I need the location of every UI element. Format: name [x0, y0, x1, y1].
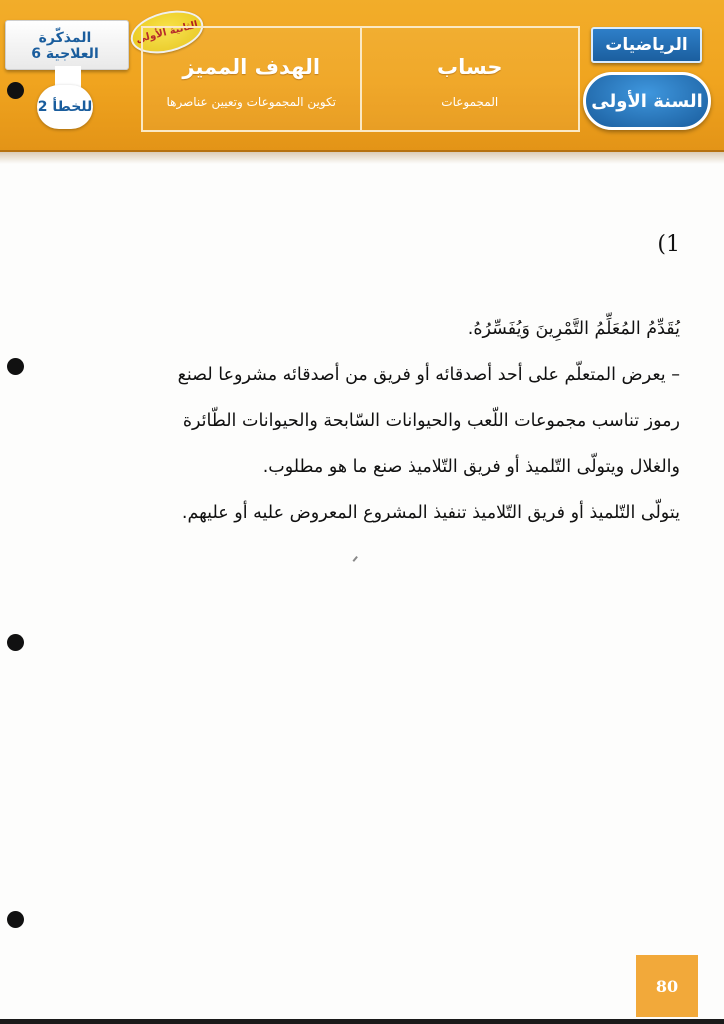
binder-hole: [7, 634, 24, 651]
goal-title: الهدف المميز: [182, 55, 321, 79]
exercise-text: [30, 306, 680, 536]
memo-label: المذكّرة العلاجية 6: [31, 30, 99, 62]
binder-hole: [7, 911, 24, 928]
exercise-number: (1: [657, 232, 680, 257]
scan-edge: [0, 1019, 724, 1024]
domain-subtitle: المجموعات: [441, 95, 499, 109]
subject-badge: الرياضيات: [591, 27, 702, 63]
goal-cell: [143, 28, 362, 130]
exercise-line: يتولّى التّلميذ أو فريق التّلاميذ تنفيذ المشروع المعروض عليه أو عليهم.: [181, 503, 680, 523]
stray-mark: [352, 556, 357, 562]
lesson-info-panel: [141, 26, 580, 132]
exercise-line: يُقَدِّمُ المُعَلِّمُ التَّمْرِينَ وَيُفَسِّرُهُ.: [467, 319, 680, 339]
exercise-line: رموز تناسب مجموعات اللّعب والحيوانات السّابحة والحيوانات الطّائرة: [182, 411, 680, 431]
page-number: 80: [636, 955, 698, 1017]
goal-subtitle: تكوين المجموعات وتعيين عناصرها: [166, 95, 337, 109]
header-shadow: [0, 150, 724, 164]
term-badge: الثانية الأولى: [126, 4, 207, 61]
binder-hole: [7, 82, 24, 99]
domain-cell: [362, 28, 579, 130]
exercise-line: – يعرض المتعلّم على أحد أصدقائه أو فريق من أصدقائه مشروعا لصنع: [177, 365, 680, 385]
binder-hole: [7, 358, 24, 375]
year-badge: السنة الأولى: [583, 72, 711, 130]
error-number-badge: للخطأ 2: [37, 85, 93, 129]
exercise-line: والغلال ويتولّى التّلميذ أو فريق التّلاميذ صنع ما هو مطلوب.: [262, 457, 680, 477]
domain-title: حساب: [437, 55, 503, 79]
